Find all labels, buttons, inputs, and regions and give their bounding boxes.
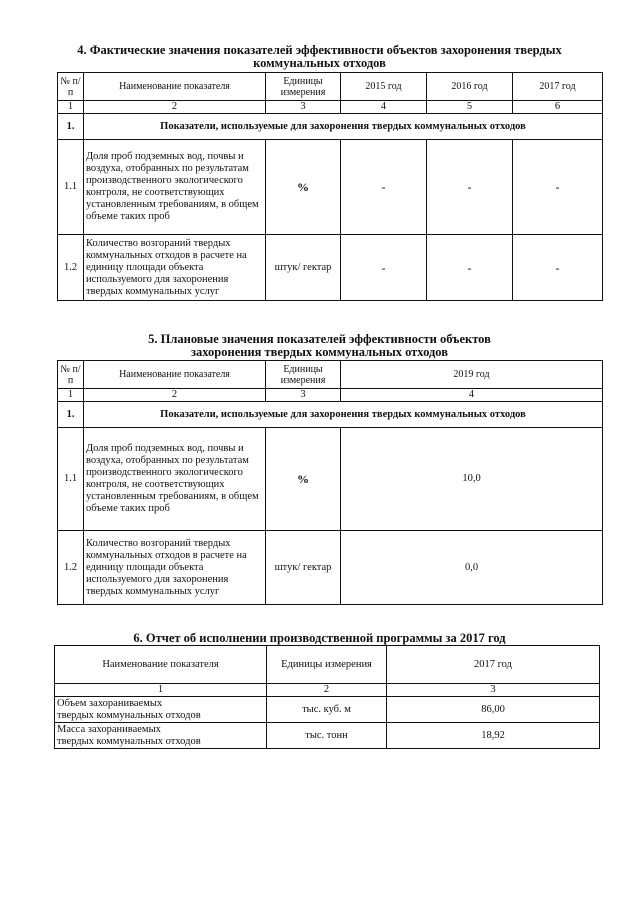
table-row	[55, 723, 600, 749]
section6-title-text: 6. Отчет об исполнении производственной программы за 2017 год	[133, 631, 506, 645]
table-row	[58, 140, 603, 235]
header-name: Наименование показателя	[84, 361, 266, 389]
table-row	[58, 235, 603, 301]
section4-title-line2: коммунальных отходов	[253, 56, 386, 70]
row-unit: штук/ гектар	[266, 235, 341, 301]
header-2016: 2016 год	[427, 73, 513, 101]
colnum-2: 2	[84, 389, 266, 402]
section6-title	[0, 632, 639, 645]
section5-table	[57, 360, 603, 605]
header-num: № п/п	[58, 73, 84, 101]
row-name	[55, 723, 267, 749]
section5-title-line2: захоронения твердых коммунальных отходов	[191, 345, 448, 359]
row-name	[55, 697, 267, 723]
row-unit: тыс. куб. м	[267, 697, 387, 723]
section4-title-line1: 4. Фактические значения показателей эффективности объектов захоронения твердых	[77, 43, 562, 57]
section5-title-line1: 5. Плановые значения показателей эффективности объектов	[148, 332, 491, 346]
row-value: 18,92	[387, 723, 600, 749]
group-label: Показатели, используемые для захоронения твердых коммунальных отходов	[84, 402, 603, 428]
section6-header-row	[55, 646, 600, 684]
row-unit: штук/ гектар	[266, 531, 341, 605]
header-unit: Единицы измерения	[267, 646, 387, 684]
colnum-6: 6	[513, 101, 603, 114]
colnum-1: 1	[58, 101, 84, 114]
colnum-3: 3	[266, 101, 341, 114]
colnum-3: 3	[387, 684, 600, 697]
row-name-line1: Масса захораниваемых	[57, 723, 161, 735]
colnum-5: 5	[427, 101, 513, 114]
group-num: 1.	[58, 402, 84, 428]
group-label: Показатели, используемые для захоронения твердых коммунальных отходов	[84, 114, 603, 140]
header-2017: 2017 год	[387, 646, 600, 684]
header-2019: 2019 год	[341, 361, 603, 389]
section4-table	[57, 72, 603, 301]
header-unit: Единицы измерения	[266, 361, 341, 389]
group-num: 1.	[58, 114, 84, 140]
row-value-2016: -	[427, 235, 513, 301]
row-unit: %	[266, 140, 341, 235]
section6-colnum-row	[55, 684, 600, 697]
row-num: 1.1	[58, 140, 84, 235]
row-value-2019: 0,0	[341, 531, 603, 605]
section5-colnum-row	[58, 389, 603, 402]
header-unit: Единицы измерения	[266, 73, 341, 101]
section5-title	[0, 333, 639, 359]
colnum-1: 1	[58, 389, 84, 402]
row-name: Количество возгораний твердых коммунальных отходов в расчете на единицу площади объекта используемого для захоронения твердых коммунальных услуг	[84, 235, 266, 301]
row-name-line1: Объем захораниваемых	[57, 697, 163, 709]
header-2017: 2017 год	[513, 73, 603, 101]
row-unit: тыс. тонн	[267, 723, 387, 749]
colnum-2: 2	[84, 101, 266, 114]
section4-header-row	[58, 73, 603, 101]
colnum-2: 2	[267, 684, 387, 697]
row-unit: %	[266, 428, 341, 531]
section4-title	[0, 44, 639, 70]
header-2015: 2015 год	[341, 73, 427, 101]
table-row	[55, 697, 600, 723]
row-value-2019: 10,0	[341, 428, 603, 531]
row-value-2017: -	[513, 140, 603, 235]
section4-colnum-row	[58, 101, 603, 114]
header-name: Наименование показателя	[84, 73, 266, 101]
row-name: Доля проб подземных вод, почвы и воздуха, отобранных по результатам производственного экологического контроля, не соответствующих установленным требованиям, в общем объеме таких проб	[84, 428, 266, 531]
row-value-2016: -	[427, 140, 513, 235]
row-value-2015: -	[341, 235, 427, 301]
row-value-2015: -	[341, 140, 427, 235]
table-row	[58, 531, 603, 605]
colnum-1: 1	[55, 684, 267, 697]
row-name: Доля проб подземных вод, почвы и воздуха, отобранных по результатам производственного экологического контроля, не соответствующих установленным требованиям, в общем объеме таких проб	[84, 140, 266, 235]
row-num: 1.2	[58, 531, 84, 605]
row-name-line2: твердых коммунальных отходов	[57, 709, 201, 721]
colnum-4: 4	[341, 101, 427, 114]
header-num: № п/п	[58, 361, 84, 389]
colnum-4: 4	[341, 389, 603, 402]
row-name: Количество возгораний твердых коммунальных отходов в расчете на единицу площади объекта используемого для захоронения твердых коммунальных услуг	[84, 531, 266, 605]
section4-group-row	[58, 114, 603, 140]
row-name-line2: твердых коммунальных отходов	[57, 735, 201, 747]
header-name: Наименование показателя	[55, 646, 267, 684]
colnum-3: 3	[266, 389, 341, 402]
row-num: 1.1	[58, 428, 84, 531]
section6-table	[54, 645, 600, 749]
row-value-2017: -	[513, 235, 603, 301]
section5-group-row	[58, 402, 603, 428]
section5-header-row	[58, 361, 603, 389]
row-num: 1.2	[58, 235, 84, 301]
row-value: 86,00	[387, 697, 600, 723]
table-row	[58, 428, 603, 531]
